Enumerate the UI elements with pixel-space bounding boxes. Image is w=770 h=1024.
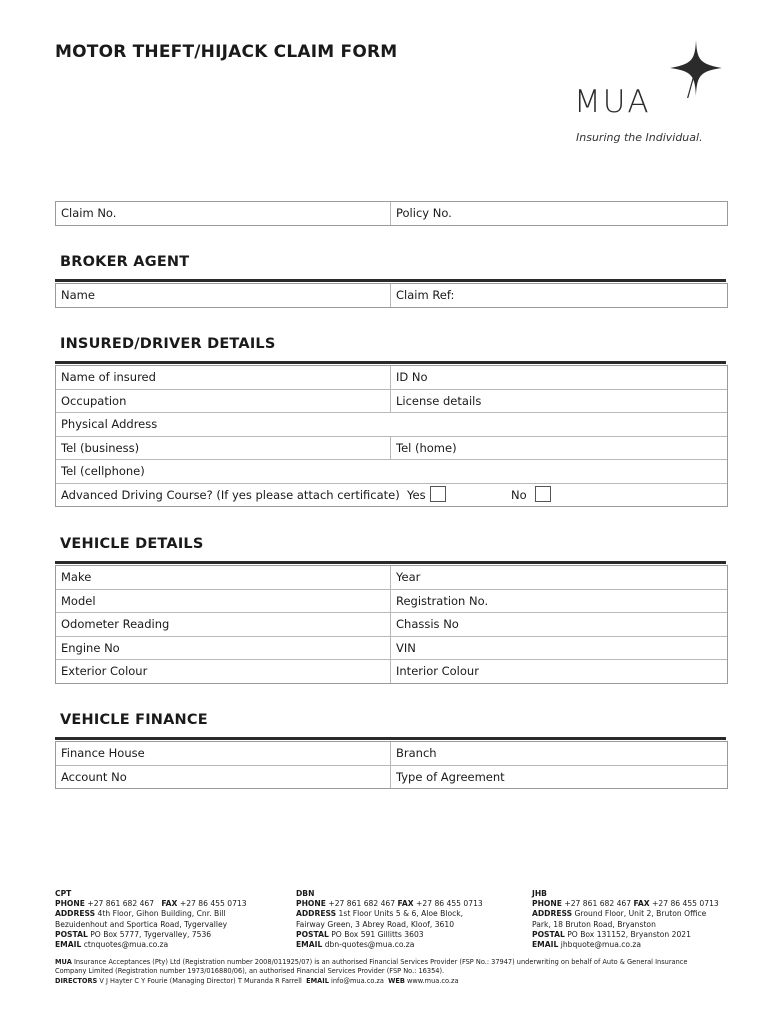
year-field[interactable]: Year	[396, 570, 421, 584]
agreement-type-field[interactable]: Type of Agreement	[396, 769, 505, 784]
dbn-phone: +27 861 682 467	[328, 899, 396, 909]
driving-course-row	[56, 484, 727, 507]
driving-course-question: Advanced Driving Course? (If yes please attach certificate)	[61, 487, 400, 502]
vin-field[interactable]: VIN	[396, 640, 416, 655]
no-option	[511, 484, 551, 507]
finance-box	[55, 741, 728, 789]
footer-cpt: CPT PHONE +27 861 682 467 FAX +27 86 455 0713 ADDRESS 4th Floor, Gihon Building, Cnr. Bill Bezuidenhout and Sportica Road, Tygervalley POSTAL PO Box 5777, Tygervalley, 7536 EMAIL ctnquotes@mua.co.za	[55, 889, 247, 950]
physical-address-field[interactable]: Physical Address	[61, 417, 158, 431]
logo-wordmark: MUA	[574, 84, 651, 120]
dbn-address: 1st Floor Units 5 & 6, Aloe Block,	[338, 909, 464, 919]
insured-name-field[interactable]: Name of insured	[56, 366, 391, 389]
cpt-postal: PO Box 5777, Tygervalley, 7536	[90, 929, 212, 939]
yes-checkbox[interactable]	[430, 486, 446, 502]
insured-rule	[55, 361, 726, 364]
vehicle-box	[55, 565, 728, 684]
legal-line-1: Insurance Acceptances (Pty) Ltd (Registration number 2008/011925/07) is an authorised Financial Services Provider (FSP No.: 37947) underwriting on behalf of Auto & General Insurance	[73, 958, 688, 966]
form-title: MOTOR THEFT/HIJACK CLAIM FORM	[55, 42, 398, 62]
cpt-email[interactable]: ctnquotes@mua.co.za	[83, 940, 169, 950]
no-checkbox[interactable]	[535, 486, 551, 502]
finance-house-field[interactable]: Finance House	[56, 742, 391, 765]
dbn-heading: DBN	[296, 889, 315, 898]
registration-no-field[interactable]: Registration No.	[396, 593, 489, 608]
chassis-no-field[interactable]: Chassis No	[396, 617, 459, 631]
account-no-field[interactable]: Account No	[56, 766, 391, 789]
dbn-postal: PO Box 591 Gillitts 3603	[331, 929, 424, 939]
no-label: No	[511, 487, 527, 502]
cpt-address: 4th Floor, Gihon Building, Cnr. Bill	[97, 909, 226, 919]
insured-box	[55, 365, 728, 507]
directors-list: V J Hayter C Y Fourie (Managing Director) T Muranda R Farrell	[99, 976, 302, 985]
footer-jhb: JHB PHONE +27 861 682 467 FAX +27 86 455 0713 ADDRESS Ground Floor, Unit 2, Bruton Office Park, 18 Bruton Road, Bryanston POSTAL PO Box 131152, Bryanston 2021 EMAIL jhbquote@mua.co.za	[532, 889, 719, 950]
jhb-email[interactable]: jhbquote@mua.co.za	[560, 940, 642, 950]
finance-section-title: VEHICLE FINANCE	[60, 712, 208, 728]
finance-rule	[55, 737, 726, 740]
broker-rule	[55, 279, 726, 282]
license-details-field[interactable]: License details	[396, 393, 482, 408]
make-field[interactable]: Make	[56, 566, 391, 589]
model-field[interactable]: Model	[56, 590, 391, 613]
id-no-field[interactable]: ID No	[396, 370, 428, 384]
mua-logo	[570, 38, 740, 148]
legal-notice: MUA Insurance Acceptances (Pty) Ltd (Registration number 2008/011925/07) is an authorised Financial Services Provider (FSP No.: 37947) underwriting on behalf of Auto & General Insurance Company Limited (Registration number 1973/016880/06), an authorised Financial Services Provider (FSP No.: 16354). DIRECTORS V J Hayter C Y Fourie (Managing Director) T Muranda R Farrell EMAIL info@mua.co.za WEB www.mua.co.za	[55, 958, 735, 986]
jhb-fax: +27 86 455 0713	[652, 899, 719, 909]
jhb-address: Ground Floor, Unit 2, Bruton Office	[574, 909, 707, 919]
engine-no-field[interactable]: Engine No	[56, 637, 391, 660]
exterior-colour-field[interactable]: Exterior Colour	[56, 660, 391, 683]
vehicle-section-title: VEHICLE DETAILS	[60, 536, 204, 552]
jhb-heading: JHB	[532, 889, 547, 898]
four-point-star-icon	[666, 38, 726, 98]
cpt-phone: +27 861 682 467	[87, 899, 155, 909]
jhb-address-2: Park, 18 Bruton Road, Bryanston	[532, 919, 656, 929]
dbn-email[interactable]: dbn-quotes@mua.co.za	[324, 940, 415, 950]
legal-email[interactable]: info@mua.co.za	[331, 976, 384, 985]
policy-no-field[interactable]: Policy No.	[396, 206, 452, 220]
broker-claim-ref-field[interactable]: Claim Ref:	[396, 288, 455, 302]
claim-box	[55, 201, 728, 226]
legal-mua-label: MUA	[55, 958, 72, 966]
insured-section-title: INSURED/DRIVER DETAILS	[60, 336, 276, 352]
tel-business-field[interactable]: Tel (business)	[56, 437, 391, 460]
cpt-heading: CPT	[55, 889, 72, 898]
footer-dbn: DBN PHONE +27 861 682 467 FAX +27 86 455 0713 ADDRESS 1st Floor Units 5 & 6, Aloe Block, Fairway Green, 3 Abrey Road, Kloof, 3610 POSTAL PO Box 591 Gillitts 3603 EMAIL dbn-quotes@mua.co.za	[296, 889, 483, 950]
occupation-field[interactable]: Occupation	[56, 390, 391, 413]
dbn-fax: +27 86 455 0713	[416, 899, 483, 909]
tel-cellphone-field[interactable]: Tel (cellphone)	[61, 464, 145, 478]
dbn-address-2: Fairway Green, 3 Abrey Road, Kloof, 3610	[296, 919, 455, 929]
vehicle-rule	[55, 561, 726, 564]
yes-label: Yes	[407, 487, 426, 502]
broker-box	[55, 283, 728, 308]
interior-colour-field[interactable]: Interior Colour	[396, 664, 479, 678]
jhb-postal: PO Box 131152, Bryanston 2021	[567, 929, 691, 939]
legal-line-2: Company Limited (Registration number 1973/016880/06), an authorised Financial Services Provider (FSP No.: 16354).	[55, 967, 445, 976]
claim-no-field[interactable]: Claim No.	[56, 202, 391, 225]
jhb-phone: +27 861 682 467	[564, 899, 632, 909]
cpt-address-2: Bezuidenhout and Sportica Road, Tygervalley	[55, 919, 228, 929]
branch-field[interactable]: Branch	[396, 746, 437, 760]
broker-name-field[interactable]: Name	[56, 284, 391, 307]
logo-tagline: Insuring the Individual.	[576, 131, 703, 144]
legal-web[interactable]: www.mua.co.za	[406, 976, 459, 985]
cpt-fax: +27 86 455 0713	[179, 899, 247, 909]
tel-home-field[interactable]: Tel (home)	[396, 440, 457, 455]
broker-section-title: BROKER AGENT	[60, 254, 190, 270]
odometer-field[interactable]: Odometer Reading	[56, 613, 391, 636]
